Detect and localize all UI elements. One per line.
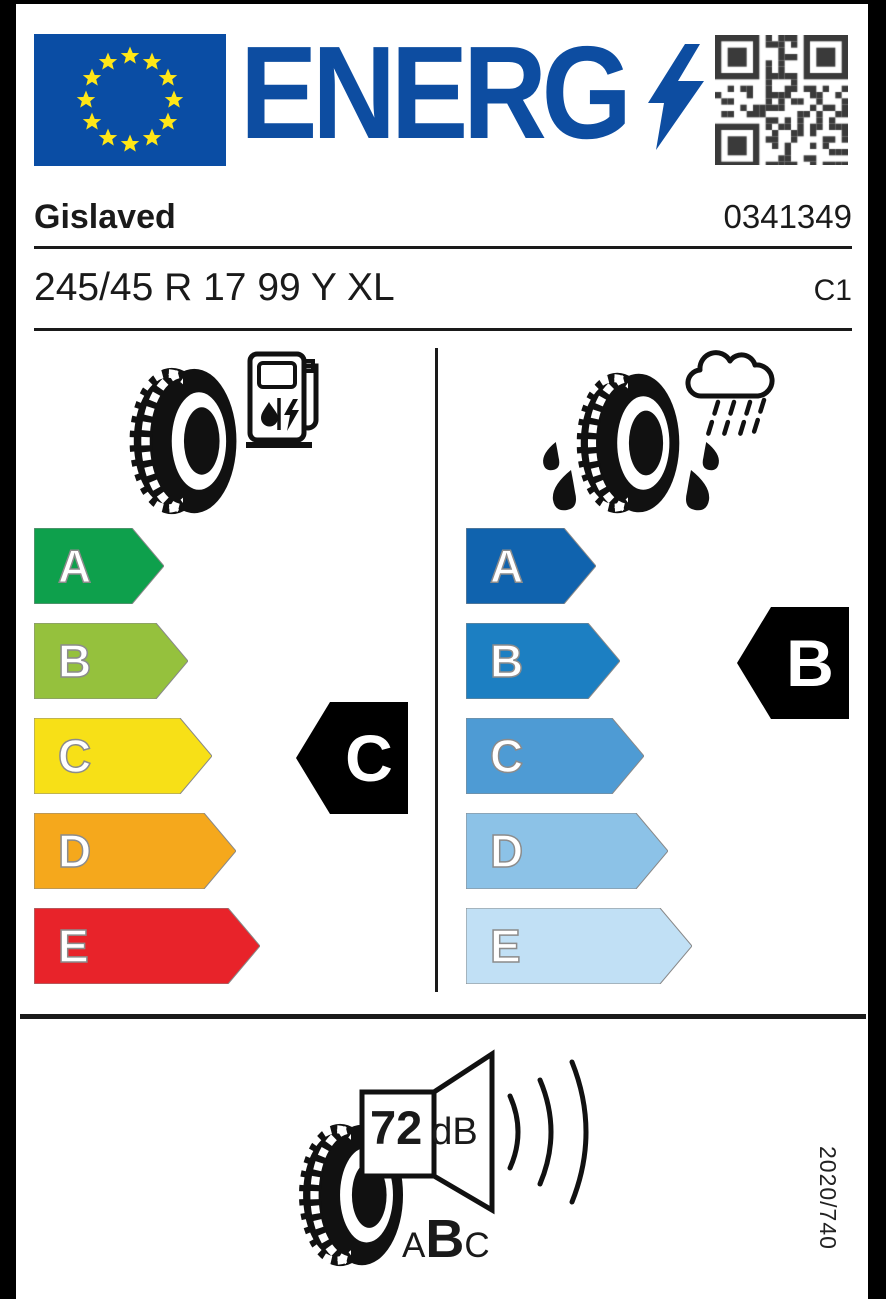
lightning-bolt-icon [648, 44, 704, 150]
column-divider [435, 348, 438, 992]
noise-value [370, 1100, 530, 1155]
right-border [868, 0, 886, 1299]
grade-letter: E [490, 920, 521, 972]
grade-letter: A [58, 540, 92, 592]
noise-class-letters [402, 1208, 490, 1270]
fuel-grade-d [34, 813, 236, 889]
noise-db-number: 72 [370, 1101, 423, 1154]
grade-letter: B [58, 635, 92, 687]
noise-class-a: A [402, 1226, 426, 1265]
separator-line [34, 246, 852, 249]
eu-flag-icon [34, 34, 226, 166]
size-row [34, 266, 852, 310]
energ-logo-text: ENERG [240, 19, 627, 166]
fuel-rating-arrow [296, 702, 408, 814]
grade-letter: C [490, 730, 524, 782]
wet-grade-d [466, 813, 668, 889]
water-splash-icon [533, 436, 729, 520]
grade-letter: D [490, 825, 524, 877]
top-border [0, 0, 886, 4]
noise-db-unit: dB [431, 1111, 478, 1153]
model-id: 0341349 [723, 198, 852, 235]
fuel-rating-letter: C [345, 721, 393, 795]
qr-code [715, 35, 848, 165]
wet-grade-b [466, 623, 620, 699]
grade-letter: B [490, 635, 524, 687]
grade-letter: D [58, 825, 92, 877]
noise-class-b: B [425, 1209, 465, 1269]
tire-size: 245/45 R 17 99 Y XL [34, 266, 395, 309]
tire-class: C1 [813, 274, 852, 307]
rain-cloud-icon [678, 346, 782, 440]
fuel-grade-e [34, 908, 260, 984]
grade-letter: C [58, 730, 92, 782]
grade-letter: A [490, 540, 524, 592]
noise-class-c: C [464, 1226, 490, 1265]
left-border [0, 0, 16, 1299]
separator-line [34, 328, 852, 331]
wet-rating-arrow [737, 607, 849, 719]
brand-name: Gislaved [34, 198, 176, 236]
regulation-number: 2020/740 [815, 1146, 841, 1250]
wet-rating-letter: B [786, 626, 834, 700]
fuel-grade-a [34, 528, 164, 604]
wet-grade-e [466, 908, 692, 984]
noise-separator-line [20, 1014, 866, 1019]
fuel-pump-icon [246, 348, 328, 454]
tire-icon [126, 366, 240, 516]
fuel-grade-b [34, 623, 188, 699]
grade-letter: E [58, 920, 89, 972]
fuel-grade-c [34, 718, 212, 794]
brand-row [34, 198, 852, 237]
wet-grade-c [466, 718, 644, 794]
wet-grade-a [466, 528, 596, 604]
